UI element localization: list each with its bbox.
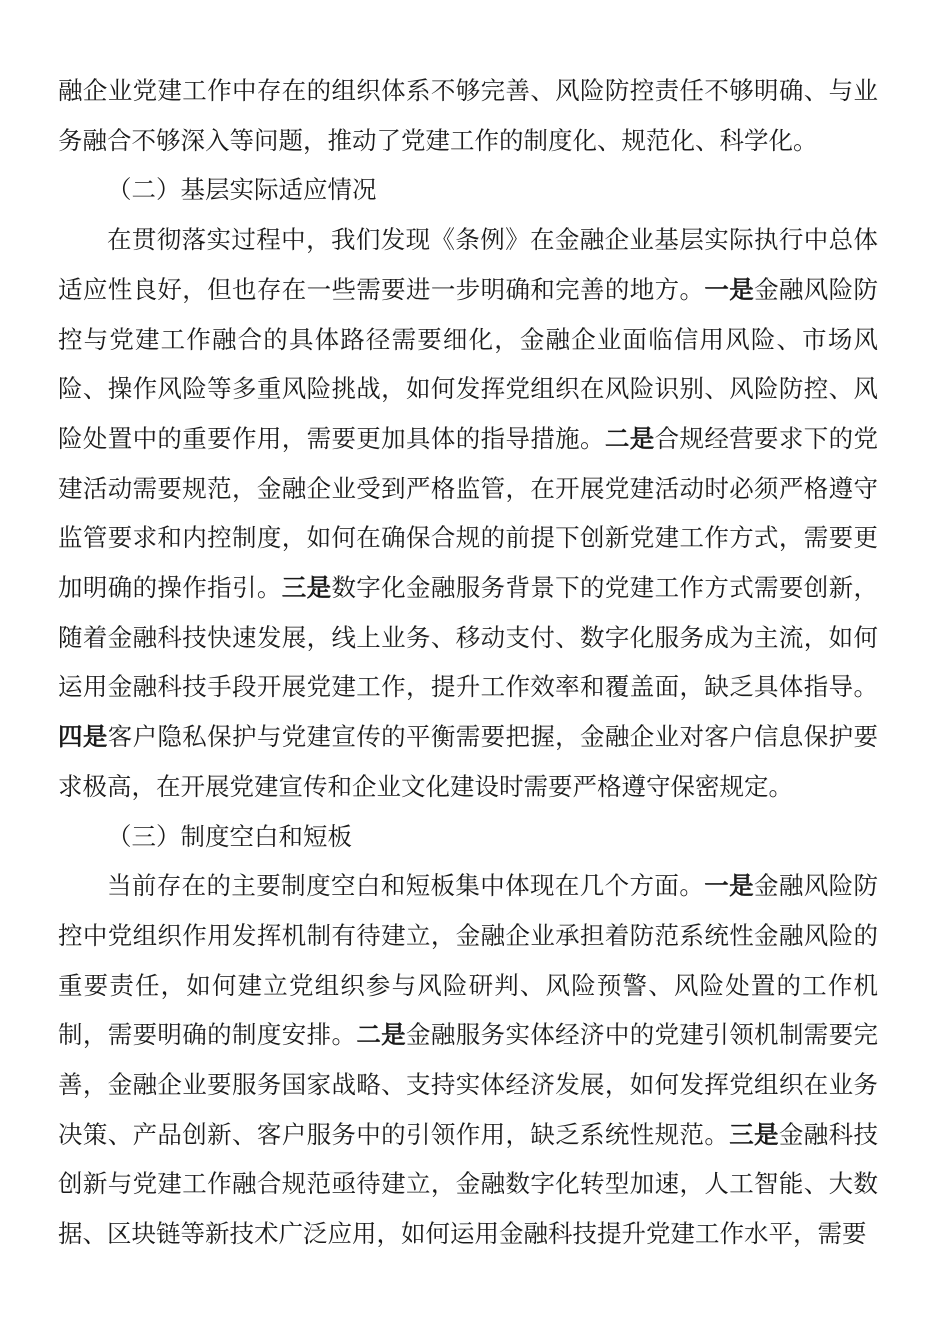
paragraph-adaptation [58,215,878,811]
point-lead-4: 四是 [58,722,108,752]
document-page [58,66,878,1259]
point-text-2: 金融服务实体经济中的党建引领机制需要完善，金融企业要服务国家战略、支持实体经济发展，如何发挥党组织在业务决策、产品创新、客户服务中的引领作用，缺乏系统性规范。 [58,1020,878,1149]
point-text-1: 金融风险防控中党组织作用发挥机制有待建立，金融企业承担着防范系统性金融风险的重要责任，如何建立党组织参与风险研判、风险预警、风险处置的工作机制，需要明确的制度安排。 [58,871,879,1050]
point-lead-1: 一是 [704,274,755,304]
point-lead-2: 二是 [356,1020,407,1050]
point-text-2: 合规经营要求下的党建活动需要规范，金融企业受到严格监管，在开展党建活动时必须严格遵守监管要求和内控制度，如何在确保合规的前提下创新党建工作方式，需要更加明确的操作指引。 [58,423,878,603]
point-lead-2: 二是 [604,423,655,453]
paragraph-continuation: 融企业党建工作中存在的组织体系不够完善、风险防控责任不够明确、与业务融合不够深入等问题，推动了党建工作的制度化、规范化、科学化。 [58,76,878,155]
paragraph-intro: 在贯彻落实过程中，我们发现《条例》在金融企业基层实际执行中总体适应性良好，但也存在一些需要进一步明确和完善的地方。 [58,225,878,304]
paragraph-intro: 当前存在的主要制度空白和短板集中体现在几个方面。 [107,871,705,901]
point-text-4: 客户隐私保护与党建宣传的平衡需要把握，金融企业对客户信息保护要求极高，在开展党建宣传和企业文化建设时需要严格遵守保密规定。 [58,722,878,801]
paragraph-gaps [58,861,878,1259]
point-text-1: 金融风险防控与党建工作融合的具体路径需要细化，金融企业面临信用风险、市场风险、操作风险等多重风险挑战，如何发挥党组织在风险识别、风险防控、风险处置中的重要作用，需要更加具体的指导措施。 [58,274,878,453]
point-text-3: 金融科技创新与党建工作融合规范亟待建立，金融数字化转型加速，人工智能、大数据、区块链等新技术广泛应用，如何运用金融科技提升党建工作水平，需要 [58,1119,878,1249]
section-heading-2: （二）基层实际适应情况 [107,175,377,205]
point-lead-3: 三是 [729,1119,779,1149]
point-text-3: 数字化金融服务背景下的党建工作方式需要创新，随着金融科技快速发展，线上业务、移动支付、数字化服务成为主流，如何运用金融科技手段开展党建工作，提升工作效率和覆盖面，缺乏具体指导。 [58,573,878,702]
point-lead-3: 三是 [281,573,332,603]
point-lead-1: 一是 [704,871,754,901]
section-heading-3: （三）制度空白和短板 [107,821,352,851]
